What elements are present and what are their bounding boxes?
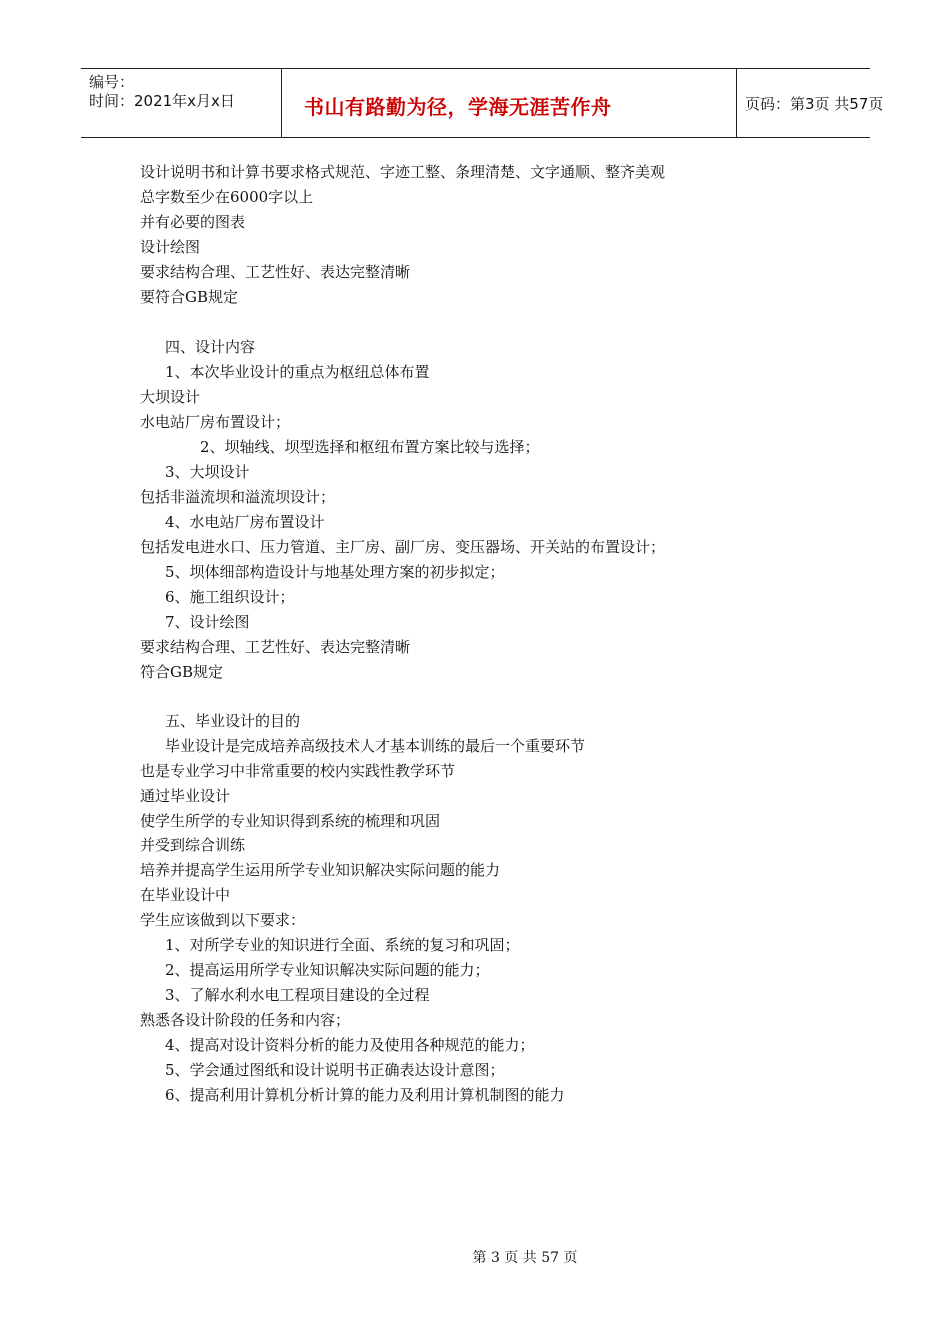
body-line: 1、对所学专业的知识进行全面、系统的复习和巩固；: [165, 936, 520, 954]
body-line: 2、坝轴线、坝型选择和枢纽布置方案比较与选择；: [200, 438, 540, 456]
body-line: 3、大坝设计: [165, 463, 250, 481]
document-number-label: 编号：: [89, 73, 135, 91]
body-line: 水电站厂房布置设计；: [140, 413, 291, 431]
header-page-info: 页码：第3页 共57页: [745, 95, 884, 113]
body-line: 6、提高利用计算机分析计算的能力及利用计算机制图的能力: [165, 1086, 565, 1104]
body-line: 3、了解水利水电工程项目建设的全过程: [165, 986, 430, 1004]
section-heading: 四、设计内容: [165, 338, 256, 356]
body-line: 总字数至少在6000字以上: [140, 188, 314, 206]
header-meta-cell: [81, 69, 282, 137]
header-motto-cell: [282, 69, 737, 137]
body-line: 学生应该做到以下要求：: [140, 911, 306, 929]
body-line: 培养并提高学生运用所学专业知识解决实际问题的能力: [140, 861, 501, 879]
footer-page-number: 第 3 页 共 57 页: [472, 1250, 578, 1266]
body-line: 5、坝体细部构造设计与地基处理方案的初步拟定；: [165, 563, 505, 581]
body-line: 通过毕业设计: [140, 787, 231, 805]
section-heading: 五、毕业设计的目的: [165, 712, 301, 730]
body-line: 要求结构合理、工艺性好、表达完整清晰: [140, 263, 411, 281]
body-line: 并受到综合训练: [140, 836, 246, 854]
body-line: 熟悉各设计阶段的任务和内容；: [140, 1011, 351, 1029]
body-line: 使学生所学的专业知识得到系统的梳理和巩固: [140, 812, 441, 830]
body-line: 4、水电站厂房布置设计: [165, 513, 325, 531]
body-line: 2、提高运用所学专业知识解决实际问题的能力；: [165, 961, 490, 979]
body-line: 设计绘图: [140, 238, 201, 256]
body-line: 毕业设计是完成培养高级技术人才基本训练的最后一个重要环节: [165, 737, 586, 755]
body-line: 并有必要的图表: [140, 213, 246, 231]
header-motto: 书山有路勤为径，学海无涯苦作舟: [304, 95, 612, 119]
page-footer: [0, 1247, 950, 1267]
body-line: 包括发电进水口、压力管道、主厂房、副厂房、变压器场、开关站的布置设计；: [140, 538, 666, 556]
body-line: 在毕业设计中: [140, 886, 231, 904]
body-line: 要符合GB规定: [140, 288, 239, 306]
body-line: 大坝设计: [140, 388, 201, 406]
body-line: 包括非溢流坝和溢流坝设计；: [140, 488, 336, 506]
body-line: 7、设计绘图: [165, 613, 250, 631]
body-line: 1、本次毕业设计的重点为枢纽总体布置: [165, 363, 430, 381]
body-line: 也是专业学习中非常重要的校内实践性教学环节: [140, 762, 456, 780]
body-line: 6、施工组织设计；: [165, 588, 295, 606]
body-line: 符合GB规定: [140, 663, 224, 681]
body-line: 设计说明书和计算书要求格式规范、字迹工整、条理清楚、文字通顺、整齐美观: [140, 163, 666, 181]
body-line: 5、学会通过图纸和设计说明书正确表达设计意图；: [165, 1061, 505, 1079]
body-line: 4、提高对设计资料分析的能力及使用各种规范的能力；: [165, 1036, 535, 1054]
page-header: [81, 68, 884, 138]
document-time-label: 时间：2021年x月x日: [89, 92, 235, 110]
body-line: 要求结构合理、工艺性好、表达完整清晰: [140, 638, 411, 656]
